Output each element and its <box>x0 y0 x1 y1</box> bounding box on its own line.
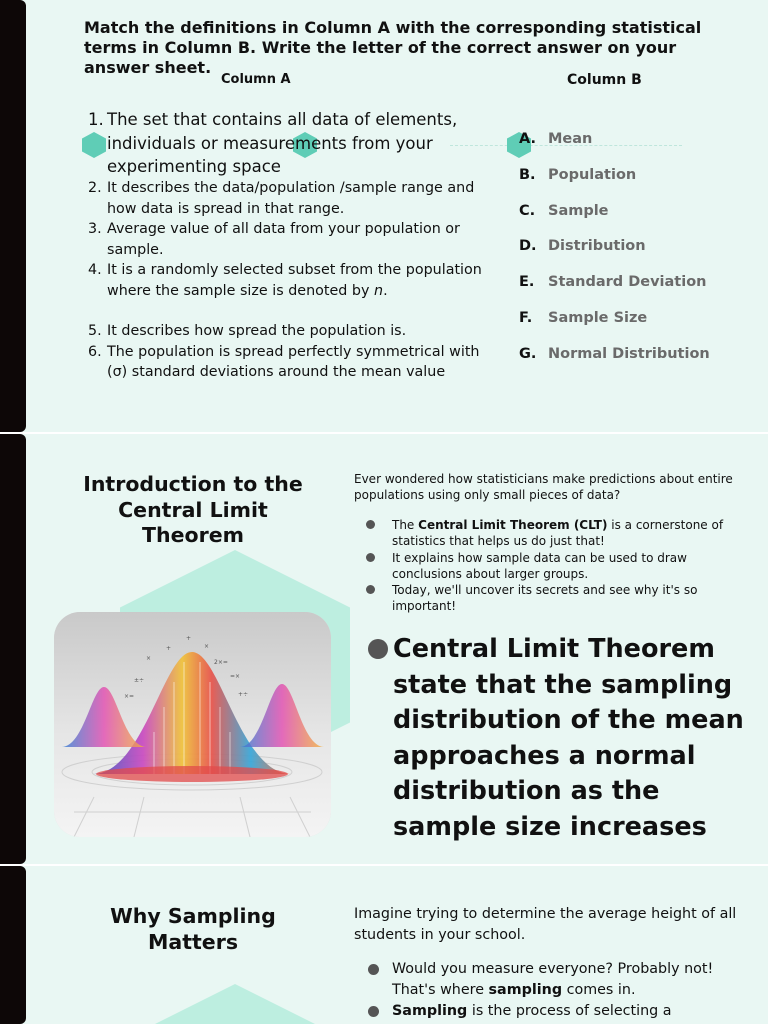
definition-text: It describes the data/population /sample range and how data is spread in that range. <box>107 180 475 217</box>
clt-statement <box>368 632 748 845</box>
definition-item-2 <box>88 178 498 219</box>
term-item-e <box>519 274 759 310</box>
column-b-header: Column B <box>567 72 642 88</box>
term-letter: G. <box>519 345 537 362</box>
clt-statement-text: Central Limit Theorem state that the sampling distribution of the mean approaches a normal distribution as the sample size increases <box>393 634 744 842</box>
slide-title: Introduction to the Central Limit Theorem <box>83 472 303 547</box>
definition-number: 6. <box>88 343 102 360</box>
definition-item-1 <box>88 108 488 179</box>
bullet-text-post: is the process of selecting a <box>467 1003 672 1019</box>
bullet-dot-icon <box>366 585 375 594</box>
bullet-dot-icon <box>366 553 375 562</box>
bullet-text-pre: Would you measure everyone? Probably not! That's where <box>392 961 714 998</box>
term-item-d <box>519 238 759 274</box>
slide-left-bar <box>0 434 26 864</box>
bullet-item <box>366 582 746 615</box>
hexagon-background-shape <box>120 984 350 1024</box>
svg-text:+÷: +÷ <box>238 691 249 698</box>
bullet-text <box>392 959 748 1001</box>
term-label: Standard Deviation <box>548 274 707 291</box>
definition-text: The population is spread perfectly symmetrical with (σ) standard deviations around the mean value <box>107 343 480 380</box>
column-a-header: Column A <box>221 72 291 87</box>
term-letter: F. <box>519 309 533 326</box>
bullet-text: Today, we'll uncover its secrets and see why it's so important! <box>392 583 698 614</box>
definition-suffix: . <box>383 282 388 299</box>
term-label: Population <box>548 166 637 183</box>
slide-title: Why Sampling Matters <box>110 904 276 954</box>
bullet-text-post: comes in. <box>562 982 636 998</box>
bullet-dot-icon <box>368 1006 379 1017</box>
bullet-text-bold: Central Limit Theorem (CLT) <box>418 518 608 532</box>
definition-text: It describes how spread the population is. <box>107 323 407 339</box>
svg-text:2×=: 2×= <box>214 659 228 666</box>
bullet-item <box>368 959 748 1001</box>
term-letter: A. <box>519 131 536 147</box>
definition-text: Average value of all data from your population or sample. <box>107 221 460 258</box>
term-label: Sample <box>548 202 609 219</box>
term-item-a <box>519 131 759 167</box>
definition-item-5 <box>88 321 498 342</box>
term-item-b <box>519 167 759 203</box>
definition-number: 3. <box>88 221 102 237</box>
bullet-list <box>368 959 748 1022</box>
definition-text: The set that contains all data of elements, individuals or measurements from your experimenting space <box>107 110 458 176</box>
svg-text:×: × <box>146 655 152 662</box>
definition-number: 2. <box>88 180 102 196</box>
slide-left-bar <box>0 866 26 1024</box>
bullet-text-bold: Sampling <box>392 1003 468 1019</box>
term-letter: D. <box>519 238 537 255</box>
definition-list <box>88 178 498 383</box>
term-letter: E. <box>519 274 535 291</box>
bullet-dot-icon <box>366 520 375 529</box>
bell-curve-illustration <box>54 612 331 837</box>
slide-clt-intro <box>0 434 768 864</box>
bullet-text <box>392 517 746 550</box>
svg-text:+: + <box>166 645 172 652</box>
term-letter: C. <box>519 202 536 219</box>
svg-text:=×: =× <box>230 673 241 680</box>
bell-curve-image <box>54 612 331 837</box>
svg-text:±÷: ±÷ <box>134 677 145 684</box>
slide-matching-quiz <box>0 0 768 432</box>
svg-text:×=: ×= <box>124 693 135 700</box>
term-item-c <box>519 203 759 239</box>
definition-item-4 <box>88 260 498 301</box>
definition-italic-n: n <box>374 282 384 299</box>
svg-text:+: + <box>186 635 192 642</box>
slide-why-sampling <box>0 866 768 1024</box>
definition-number: 4. <box>88 262 102 278</box>
definition-number: 5. <box>88 323 102 339</box>
instructions-text: Match the definitions in Column A with the corresponding statistical terms in Column B. Write the letter of the correct answer on your answer sheet. <box>84 18 702 77</box>
slide-left-bar <box>0 0 26 432</box>
bullet-dot-icon <box>368 639 388 659</box>
term-item-f <box>519 310 759 346</box>
bullet-text: It explains how sample data can be used to draw conclusions about larger groups. <box>392 550 687 581</box>
definition-text-main: It is a randomly selected subset from the population where the sample size is denoted by <box>107 262 482 299</box>
bullet-text <box>392 1001 748 1022</box>
bullet-list <box>366 517 746 615</box>
definition-text <box>107 260 498 301</box>
term-item-g <box>519 346 759 382</box>
bullet-dot-icon <box>368 964 379 975</box>
bullet-item <box>366 517 746 550</box>
definition-item-6 <box>88 342 498 383</box>
definition-number: 1. <box>88 110 104 129</box>
term-label: Sample Size <box>548 309 648 326</box>
svg-text:×: × <box>204 643 210 650</box>
intro-paragraph: Ever wondered how statisticians make predictions about entire populations using only small pieces of data? <box>354 472 733 503</box>
bullet-text-post: is a cornerstone of statistics that helps us do just that! <box>392 518 724 549</box>
bullet-item <box>366 550 746 583</box>
term-label: Normal Distribution <box>548 345 710 362</box>
intro-paragraph: Imagine trying to determine the average height of all students in your school. <box>354 906 737 943</box>
term-label: Distribution <box>548 238 646 255</box>
bullet-text-pre: The <box>392 518 419 532</box>
definition-item-3 <box>88 219 498 260</box>
term-label: Mean <box>548 131 593 147</box>
bullet-item <box>368 1001 748 1022</box>
term-list <box>519 131 759 382</box>
bullet-text-bold: sampling <box>488 982 563 998</box>
term-letter: B. <box>519 166 536 183</box>
